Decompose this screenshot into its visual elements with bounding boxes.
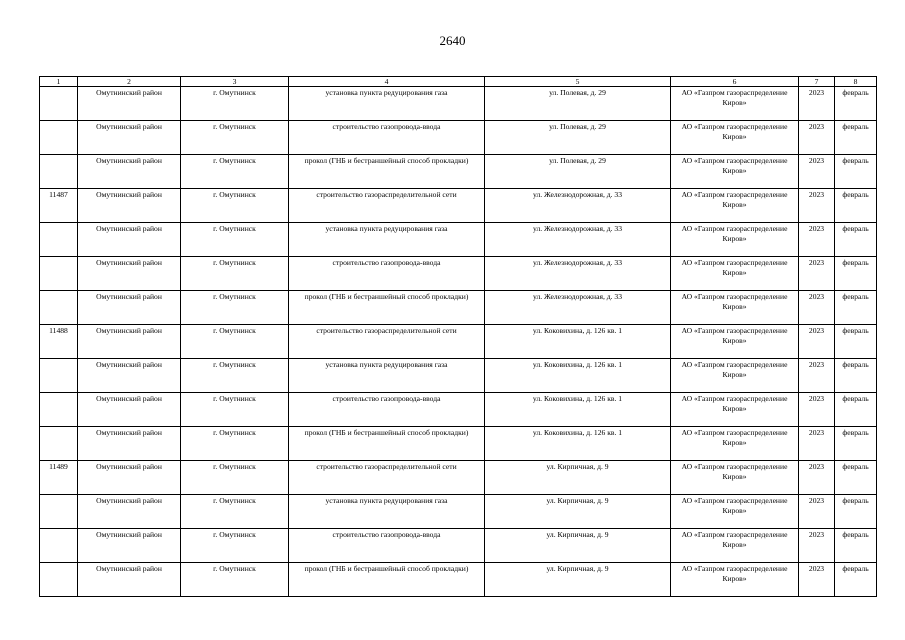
work-type-cell: строительство газопровода-ввода bbox=[289, 393, 485, 427]
address-cell: ул. Железнодорожная, д. 33 bbox=[485, 257, 671, 291]
month-cell: февраль bbox=[835, 495, 877, 529]
month-cell: февраль bbox=[835, 529, 877, 563]
address-cell: ул. Полевая, д. 29 bbox=[485, 87, 671, 121]
table-row bbox=[40, 223, 877, 257]
city-cell: г. Омутнинск bbox=[181, 257, 289, 291]
city-cell: г. Омутнинск bbox=[181, 563, 289, 597]
table-row bbox=[40, 121, 877, 155]
city-cell: г. Омутнинск bbox=[181, 325, 289, 359]
city-cell: г. Омутнинск bbox=[181, 495, 289, 529]
work-type-cell: прокол (ГНБ и бестраншейный способ прокладки) bbox=[289, 427, 485, 461]
month-cell: февраль bbox=[835, 257, 877, 291]
table-row bbox=[40, 291, 877, 325]
work-type-cell: установка пункта редуцирования газа bbox=[289, 359, 485, 393]
record-number-cell bbox=[40, 529, 78, 563]
record-number-cell bbox=[40, 495, 78, 529]
work-type-cell: строительство газопровода-ввода bbox=[289, 257, 485, 291]
year-cell: 2023 bbox=[799, 155, 835, 189]
address-cell: ул. Коковихина, д. 126 кв. 1 bbox=[485, 393, 671, 427]
month-cell: февраль bbox=[835, 223, 877, 257]
table-row bbox=[40, 393, 877, 427]
city-cell: г. Омутнинск bbox=[181, 427, 289, 461]
organization-cell: АО «Газпром газораспределение Киров» bbox=[671, 529, 799, 563]
month-cell: февраль bbox=[835, 189, 877, 223]
district-cell: Омутнинский район bbox=[78, 291, 181, 325]
district-cell: Омутнинский район bbox=[78, 87, 181, 121]
year-cell: 2023 bbox=[799, 189, 835, 223]
work-type-cell: установка пункта редуцирования газа bbox=[289, 223, 485, 257]
district-cell: Омутнинский район bbox=[78, 393, 181, 427]
organization-cell: АО «Газпром газораспределение Киров» bbox=[671, 359, 799, 393]
year-cell: 2023 bbox=[799, 495, 835, 529]
address-cell: ул. Коковихина, д. 126 кв. 1 bbox=[485, 359, 671, 393]
organization-cell: АО «Газпром газораспределение Киров» bbox=[671, 257, 799, 291]
column-header: 3 bbox=[181, 77, 289, 87]
district-cell: Омутнинский район bbox=[78, 121, 181, 155]
work-type-cell: прокол (ГНБ и бестраншейный способ прокладки) bbox=[289, 155, 485, 189]
column-number-row bbox=[40, 77, 877, 87]
table-row bbox=[40, 325, 877, 359]
column-header: 5 bbox=[485, 77, 671, 87]
address-cell: ул. Железнодорожная, д. 33 bbox=[485, 291, 671, 325]
column-header: 8 bbox=[835, 77, 877, 87]
table-row bbox=[40, 155, 877, 189]
organization-cell: АО «Газпром газораспределение Киров» bbox=[671, 291, 799, 325]
record-number-cell bbox=[40, 257, 78, 291]
work-type-cell: строительство газопровода-ввода bbox=[289, 529, 485, 563]
table-row bbox=[40, 257, 877, 291]
month-cell: февраль bbox=[835, 393, 877, 427]
address-cell: ул. Кирпичная, д. 9 bbox=[485, 529, 671, 563]
address-cell: ул. Полевая, д. 29 bbox=[485, 155, 671, 189]
work-type-cell: строительство газопровода-ввода bbox=[289, 121, 485, 155]
year-cell: 2023 bbox=[799, 223, 835, 257]
column-header: 1 bbox=[40, 77, 78, 87]
organization-cell: АО «Газпром газораспределение Киров» bbox=[671, 495, 799, 529]
organization-cell: АО «Газпром газораспределение Киров» bbox=[671, 223, 799, 257]
year-cell: 2023 bbox=[799, 257, 835, 291]
record-number-cell bbox=[40, 563, 78, 597]
table-row bbox=[40, 189, 877, 223]
organization-cell: АО «Газпром газораспределение Киров» bbox=[671, 325, 799, 359]
column-header: 4 bbox=[289, 77, 485, 87]
record-number-cell bbox=[40, 121, 78, 155]
organization-cell: АО «Газпром газораспределение Киров» bbox=[671, 87, 799, 121]
address-cell: ул. Кирпичная, д. 9 bbox=[485, 563, 671, 597]
record-number-cell: 11488 bbox=[40, 325, 78, 359]
year-cell: 2023 bbox=[799, 87, 835, 121]
month-cell: февраль bbox=[835, 359, 877, 393]
city-cell: г. Омутнинск bbox=[181, 529, 289, 563]
city-cell: г. Омутнинск bbox=[181, 223, 289, 257]
month-cell: февраль bbox=[835, 121, 877, 155]
record-number-cell bbox=[40, 359, 78, 393]
record-number-cell bbox=[40, 87, 78, 121]
year-cell: 2023 bbox=[799, 563, 835, 597]
district-cell: Омутнинский район bbox=[78, 325, 181, 359]
organization-cell: АО «Газпром газораспределение Киров» bbox=[671, 155, 799, 189]
table-row bbox=[40, 563, 877, 597]
district-cell: Омутнинский район bbox=[78, 427, 181, 461]
table-row bbox=[40, 529, 877, 563]
address-cell: ул. Полевая, д. 29 bbox=[485, 121, 671, 155]
table-row bbox=[40, 427, 877, 461]
work-type-cell: прокол (ГНБ и бестраншейный способ прокладки) bbox=[289, 563, 485, 597]
record-number-cell bbox=[40, 427, 78, 461]
table-row bbox=[40, 461, 877, 495]
month-cell: февраль bbox=[835, 461, 877, 495]
record-number-cell bbox=[40, 155, 78, 189]
city-cell: г. Омутнинск bbox=[181, 291, 289, 325]
month-cell: февраль bbox=[835, 291, 877, 325]
address-cell: ул. Железнодорожная, д. 33 bbox=[485, 223, 671, 257]
record-number-cell: 11489 bbox=[40, 461, 78, 495]
month-cell: февраль bbox=[835, 427, 877, 461]
record-number-cell bbox=[40, 223, 78, 257]
organization-cell: АО «Газпром газораспределение Киров» bbox=[671, 393, 799, 427]
table-row bbox=[40, 495, 877, 529]
organization-cell: АО «Газпром газораспределение Киров» bbox=[671, 189, 799, 223]
year-cell: 2023 bbox=[799, 121, 835, 155]
record-number-cell: 11487 bbox=[40, 189, 78, 223]
table-row bbox=[40, 87, 877, 121]
work-type-cell: установка пункта редуцирования газа bbox=[289, 87, 485, 121]
year-cell: 2023 bbox=[799, 461, 835, 495]
address-cell: ул. Коковихина, д. 126 кв. 1 bbox=[485, 427, 671, 461]
register-table bbox=[39, 76, 877, 597]
city-cell: г. Омутнинск bbox=[181, 121, 289, 155]
work-type-cell: строительство газораспределительной сети bbox=[289, 325, 485, 359]
district-cell: Омутнинский район bbox=[78, 359, 181, 393]
organization-cell: АО «Газпром газораспределение Киров» bbox=[671, 121, 799, 155]
district-cell: Омутнинский район bbox=[78, 495, 181, 529]
address-cell: ул. Железнодорожная, д. 33 bbox=[485, 189, 671, 223]
city-cell: г. Омутнинск bbox=[181, 189, 289, 223]
district-cell: Омутнинский район bbox=[78, 223, 181, 257]
city-cell: г. Омутнинск bbox=[181, 359, 289, 393]
year-cell: 2023 bbox=[799, 529, 835, 563]
address-cell: ул. Кирпичная, д. 9 bbox=[485, 461, 671, 495]
organization-cell: АО «Газпром газораспределение Киров» bbox=[671, 563, 799, 597]
district-cell: Омутнинский район bbox=[78, 563, 181, 597]
work-type-cell: прокол (ГНБ и бестраншейный способ прокладки) bbox=[289, 291, 485, 325]
year-cell: 2023 bbox=[799, 427, 835, 461]
district-cell: Омутнинский район bbox=[78, 189, 181, 223]
address-cell: ул. Кирпичная, д. 9 bbox=[485, 495, 671, 529]
city-cell: г. Омутнинск bbox=[181, 461, 289, 495]
year-cell: 2023 bbox=[799, 325, 835, 359]
month-cell: февраль bbox=[835, 563, 877, 597]
month-cell: февраль bbox=[835, 325, 877, 359]
year-cell: 2023 bbox=[799, 393, 835, 427]
organization-cell: АО «Газпром газораспределение Киров» bbox=[671, 427, 799, 461]
district-cell: Омутнинский район bbox=[78, 257, 181, 291]
month-cell: февраль bbox=[835, 87, 877, 121]
column-header: 2 bbox=[78, 77, 181, 87]
district-cell: Омутнинский район bbox=[78, 155, 181, 189]
year-cell: 2023 bbox=[799, 359, 835, 393]
district-cell: Омутнинский район bbox=[78, 529, 181, 563]
work-type-cell: установка пункта редуцирования газа bbox=[289, 495, 485, 529]
city-cell: г. Омутнинск bbox=[181, 87, 289, 121]
district-cell: Омутнинский район bbox=[78, 461, 181, 495]
page-number: 2640 bbox=[439, 33, 466, 48]
record-number-cell bbox=[40, 291, 78, 325]
column-header: 6 bbox=[671, 77, 799, 87]
record-number-cell bbox=[40, 393, 78, 427]
month-cell: февраль bbox=[835, 155, 877, 189]
city-cell: г. Омутнинск bbox=[181, 155, 289, 189]
column-header: 7 bbox=[799, 77, 835, 87]
address-cell: ул. Коковихина, д. 126 кв. 1 bbox=[485, 325, 671, 359]
table-row bbox=[40, 359, 877, 393]
year-cell: 2023 bbox=[799, 291, 835, 325]
work-type-cell: строительство газораспределительной сети bbox=[289, 461, 485, 495]
organization-cell: АО «Газпром газораспределение Киров» bbox=[671, 461, 799, 495]
city-cell: г. Омутнинск bbox=[181, 393, 289, 427]
work-type-cell: строительство газораспределительной сети bbox=[289, 189, 485, 223]
